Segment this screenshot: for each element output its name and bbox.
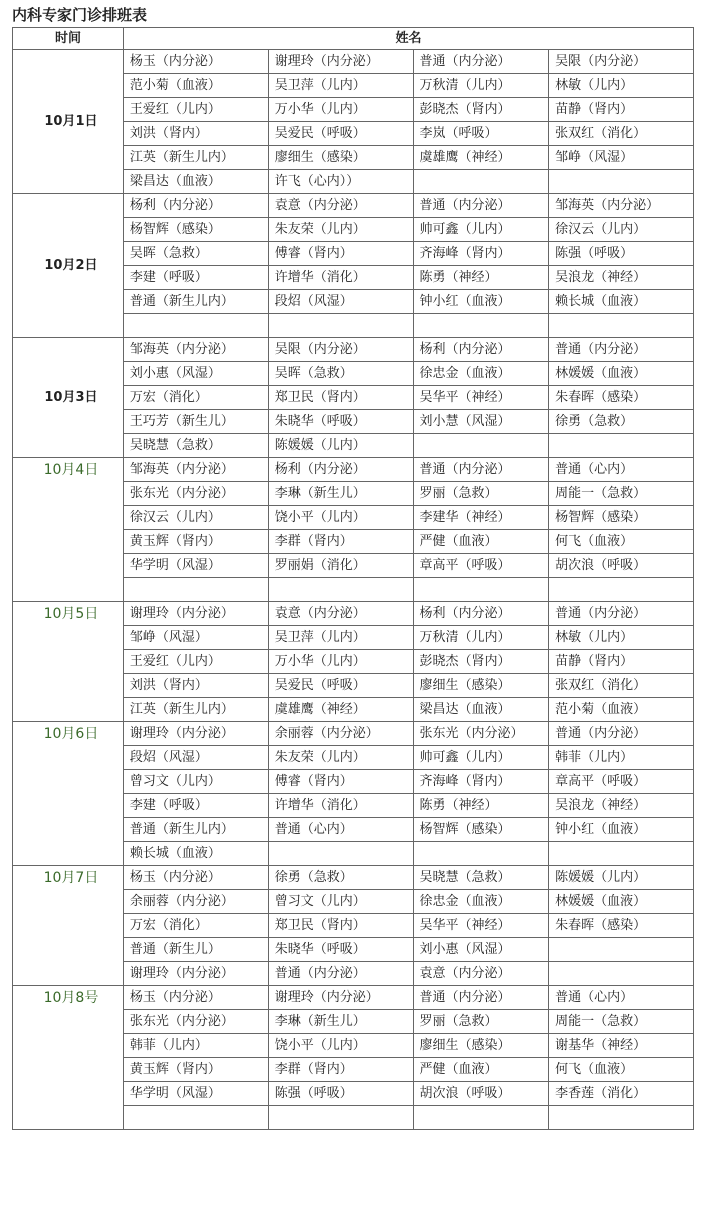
doctor-cell: 陈强（呼吸） bbox=[268, 1082, 413, 1106]
doctor-cell bbox=[549, 962, 694, 986]
doctor-cell: 刘小慧（风湿） bbox=[413, 410, 549, 434]
doctor-cell: 王爱红（儿内） bbox=[123, 650, 268, 674]
doctor-cell bbox=[413, 1106, 549, 1130]
doctor-cell: 张东光（内分泌） bbox=[123, 482, 268, 506]
doctor-cell bbox=[549, 1106, 694, 1130]
doctor-cell: 刘小惠（风湿） bbox=[123, 362, 268, 386]
doctor-cell: 韩菲（儿内） bbox=[549, 746, 694, 770]
doctor-cell: 彭晓杰（肾内） bbox=[413, 98, 549, 122]
date-cell: 10月4日 bbox=[13, 458, 124, 602]
doctor-cell: 王巧芳（新生儿） bbox=[123, 410, 268, 434]
doctor-cell: 傅睿（肾内） bbox=[268, 242, 413, 266]
doctor-cell: 李琳（新生儿） bbox=[268, 482, 413, 506]
doctor-cell: 华学明（风湿） bbox=[123, 1082, 268, 1106]
doctor-cell: 普通（心内） bbox=[549, 986, 694, 1010]
schedule-row bbox=[13, 194, 694, 218]
doctor-cell: 谢理玲（内分泌） bbox=[123, 722, 268, 746]
doctor-cell: 吴限（内分泌） bbox=[549, 50, 694, 74]
doctor-cell: 严健（血液） bbox=[413, 1058, 549, 1082]
doctor-cell: 梁昌达（血液） bbox=[413, 698, 549, 722]
doctor-cell: 杨玉（内分泌） bbox=[123, 50, 268, 74]
doctor-cell: 段炤（风湿） bbox=[123, 746, 268, 770]
doctor-cell: 廖细生（感染） bbox=[413, 1034, 549, 1058]
doctor-cell: 万秋清（儿内） bbox=[413, 74, 549, 98]
name-header: 姓名 bbox=[123, 28, 693, 50]
doctor-cell: 范小菊（血液） bbox=[123, 74, 268, 98]
doctor-cell: 邹海英（内分泌） bbox=[123, 458, 268, 482]
doctor-cell bbox=[413, 578, 549, 602]
doctor-cell: 陈媛媛（儿内） bbox=[549, 866, 694, 890]
doctor-cell: 胡次浪（呼吸） bbox=[413, 1082, 549, 1106]
doctor-cell bbox=[549, 434, 694, 458]
doctor-cell: 帅可鑫（儿内） bbox=[413, 218, 549, 242]
doctor-cell: 廖细生（感染） bbox=[413, 674, 549, 698]
doctor-cell: 邹海英（内分泌） bbox=[549, 194, 694, 218]
doctor-cell: 钟小红（血液） bbox=[413, 290, 549, 314]
doctor-cell: 严健（血液） bbox=[413, 530, 549, 554]
date-cell: 10月7日 bbox=[13, 866, 124, 986]
doctor-cell bbox=[123, 314, 268, 338]
doctor-cell: 李建（呼吸） bbox=[123, 794, 268, 818]
doctor-cell: 杨智辉（感染） bbox=[413, 818, 549, 842]
doctor-cell: 吴爱民（呼吸） bbox=[268, 122, 413, 146]
doctor-cell: 饶小平（儿内） bbox=[268, 1034, 413, 1058]
doctor-cell: 袁意（内分泌） bbox=[268, 194, 413, 218]
doctor-cell: 邹峥（风湿） bbox=[549, 146, 694, 170]
doctor-cell: 周能一（急救） bbox=[549, 482, 694, 506]
schedule-body bbox=[13, 50, 694, 1130]
doctor-cell: 帅可鑫（儿内） bbox=[413, 746, 549, 770]
doctor-cell: 林媛媛（血液） bbox=[549, 890, 694, 914]
doctor-cell bbox=[413, 434, 549, 458]
schedule-row bbox=[13, 338, 694, 362]
doctor-cell: 徐汉云（儿内） bbox=[123, 506, 268, 530]
doctor-cell: 章高平（呼吸） bbox=[549, 770, 694, 794]
schedule-row bbox=[13, 986, 694, 1010]
doctor-cell: 袁意（内分泌） bbox=[413, 962, 549, 986]
doctor-cell: 段炤（风湿） bbox=[268, 290, 413, 314]
doctor-cell: 陈媛媛（儿内） bbox=[268, 434, 413, 458]
doctor-cell: 何飞（血液） bbox=[549, 530, 694, 554]
doctor-cell bbox=[549, 170, 694, 194]
doctor-cell: 普通（内分泌） bbox=[268, 962, 413, 986]
doctor-cell: 虞雄鹰（神经） bbox=[268, 698, 413, 722]
doctor-cell: 江英（新生儿内） bbox=[123, 698, 268, 722]
doctor-cell: 杨利（内分泌） bbox=[268, 458, 413, 482]
doctor-cell: 许增华（消化） bbox=[268, 266, 413, 290]
doctor-cell: 李群（肾内） bbox=[268, 1058, 413, 1082]
doctor-cell: 杨利（内分泌） bbox=[123, 194, 268, 218]
doctor-cell: 袁意（内分泌） bbox=[268, 602, 413, 626]
doctor-cell: 周能一（急救） bbox=[549, 1010, 694, 1034]
doctor-cell bbox=[549, 938, 694, 962]
doctor-cell bbox=[413, 170, 549, 194]
doctor-cell: 普通（内分泌） bbox=[549, 602, 694, 626]
doctor-cell: 李建（呼吸） bbox=[123, 266, 268, 290]
time-header: 时间 bbox=[13, 28, 124, 50]
doctor-cell: 杨智辉（感染） bbox=[123, 218, 268, 242]
doctor-cell: 吴卫萍（儿内） bbox=[268, 74, 413, 98]
doctor-cell: 廖细生（感染） bbox=[268, 146, 413, 170]
doctor-cell: 吴晖（急救） bbox=[123, 242, 268, 266]
doctor-cell: 余丽蓉（内分泌） bbox=[123, 890, 268, 914]
doctor-cell: 苗静（肾内） bbox=[549, 98, 694, 122]
doctor-cell: 朱晓华（呼吸） bbox=[268, 938, 413, 962]
doctor-cell: 朱春晖（感染） bbox=[549, 914, 694, 938]
doctor-cell: 韩菲（儿内） bbox=[123, 1034, 268, 1058]
doctor-cell: 林敏（儿内） bbox=[549, 626, 694, 650]
doctor-cell: 陈勇（神经） bbox=[413, 266, 549, 290]
doctor-cell: 吴爱民（呼吸） bbox=[268, 674, 413, 698]
doctor-cell: 杨玉（内分泌） bbox=[123, 986, 268, 1010]
doctor-cell: 华学明（风湿） bbox=[123, 554, 268, 578]
doctor-cell: 吴浪龙（神经） bbox=[549, 266, 694, 290]
doctor-cell: 刘洪（肾内） bbox=[123, 674, 268, 698]
doctor-cell: 郑卫民（肾内） bbox=[268, 914, 413, 938]
doctor-cell: 吴晖（急救） bbox=[268, 362, 413, 386]
doctor-cell: 彭晓杰（肾内） bbox=[413, 650, 549, 674]
doctor-cell bbox=[413, 314, 549, 338]
schedule-row bbox=[13, 602, 694, 626]
date-cell: 10月8号 bbox=[13, 986, 124, 1130]
doctor-cell bbox=[413, 842, 549, 866]
date-cell: 10月1日 bbox=[13, 50, 124, 194]
doctor-cell: 普通（内分泌） bbox=[549, 338, 694, 362]
doctor-cell: 徐勇（急救） bbox=[268, 866, 413, 890]
doctor-cell: 李香莲（消化） bbox=[549, 1082, 694, 1106]
doctor-cell: 许飞（心内）） bbox=[268, 170, 413, 194]
doctor-cell: 邹峥（风湿） bbox=[123, 626, 268, 650]
doctor-cell: 徐忠金（血液） bbox=[413, 890, 549, 914]
schedule-row bbox=[13, 50, 694, 74]
schedule-table bbox=[12, 27, 694, 1130]
doctor-cell: 朱晓华（呼吸） bbox=[268, 410, 413, 434]
doctor-cell: 吴卫萍（儿内） bbox=[268, 626, 413, 650]
doctor-cell bbox=[268, 578, 413, 602]
doctor-cell: 王爱红（儿内） bbox=[123, 98, 268, 122]
doctor-cell: 普通（内分泌） bbox=[413, 986, 549, 1010]
doctor-cell: 傅睿（肾内） bbox=[268, 770, 413, 794]
doctor-cell: 陈勇（神经） bbox=[413, 794, 549, 818]
doctor-cell: 徐汉云（儿内） bbox=[549, 218, 694, 242]
date-cell: 10月6日 bbox=[13, 722, 124, 866]
doctor-cell: 郑卫民（肾内） bbox=[268, 386, 413, 410]
doctor-cell: 李岚（呼吸） bbox=[413, 122, 549, 146]
doctor-cell: 苗静（肾内） bbox=[549, 650, 694, 674]
doctor-cell: 谢理玲（内分泌） bbox=[268, 986, 413, 1010]
doctor-cell: 张东光（内分泌） bbox=[123, 1010, 268, 1034]
doctor-cell: 赖长城（血液） bbox=[123, 842, 268, 866]
doctor-cell: 李琳（新生儿） bbox=[268, 1010, 413, 1034]
doctor-cell: 谢理玲（内分泌） bbox=[123, 962, 268, 986]
doctor-cell: 万小华（儿内） bbox=[268, 650, 413, 674]
doctor-cell: 吴限（内分泌） bbox=[268, 338, 413, 362]
doctor-cell: 刘洪（肾内） bbox=[123, 122, 268, 146]
doctor-cell bbox=[268, 314, 413, 338]
doctor-cell: 谢理玲（内分泌） bbox=[268, 50, 413, 74]
doctor-cell bbox=[549, 314, 694, 338]
doctor-cell: 黄玉辉（肾内） bbox=[123, 1058, 268, 1082]
doctor-cell: 邹海英（内分泌） bbox=[123, 338, 268, 362]
doctor-cell: 虞雄鹰（神经） bbox=[413, 146, 549, 170]
doctor-cell: 谢基华（神经） bbox=[549, 1034, 694, 1058]
doctor-cell: 杨利（内分泌） bbox=[413, 338, 549, 362]
doctor-cell: 万宏（消化） bbox=[123, 386, 268, 410]
doctor-cell: 吴华平（神经） bbox=[413, 386, 549, 410]
date-cell: 10月5日 bbox=[13, 602, 124, 722]
doctor-cell: 普通（内分泌） bbox=[413, 50, 549, 74]
doctor-cell: 赖长城（血液） bbox=[549, 290, 694, 314]
doctor-cell: 齐海峰（肾内） bbox=[413, 242, 549, 266]
schedule-row bbox=[13, 866, 694, 890]
doctor-cell: 饶小平（儿内） bbox=[268, 506, 413, 530]
header-row bbox=[13, 28, 694, 50]
doctor-cell: 朱友荣（儿内） bbox=[268, 218, 413, 242]
doctor-cell: 普通（心内） bbox=[549, 458, 694, 482]
doctor-cell: 吴浪龙（神经） bbox=[549, 794, 694, 818]
doctor-cell bbox=[549, 842, 694, 866]
doctor-cell: 齐海峰（肾内） bbox=[413, 770, 549, 794]
doctor-cell: 李建华（神经） bbox=[413, 506, 549, 530]
doctor-cell: 罗丽（急救） bbox=[413, 482, 549, 506]
date-cell: 10月3日 bbox=[13, 338, 124, 458]
doctor-cell bbox=[268, 842, 413, 866]
doctor-cell: 普通（内分泌） bbox=[413, 458, 549, 482]
page-title: 内科专家门诊排班表 bbox=[12, 6, 148, 24]
doctor-cell: 罗丽（急救） bbox=[413, 1010, 549, 1034]
doctor-cell: 陈强（呼吸） bbox=[549, 242, 694, 266]
doctor-cell bbox=[549, 578, 694, 602]
doctor-cell: 吴晓慧（急救） bbox=[413, 866, 549, 890]
doctor-cell: 吴晓慧（急救） bbox=[123, 434, 268, 458]
doctor-cell: 黄玉辉（肾内） bbox=[123, 530, 268, 554]
doctor-cell: 梁昌达（血液） bbox=[123, 170, 268, 194]
doctor-cell: 吴华平（神经） bbox=[413, 914, 549, 938]
doctor-cell: 许增华（消化） bbox=[268, 794, 413, 818]
doctor-cell: 刘小惠（风湿） bbox=[413, 938, 549, 962]
doctor-cell: 万秋清（儿内） bbox=[413, 626, 549, 650]
doctor-cell: 普通（新生儿内） bbox=[123, 290, 268, 314]
doctor-cell: 胡次浪（呼吸） bbox=[549, 554, 694, 578]
doctor-cell: 万宏（消化） bbox=[123, 914, 268, 938]
doctor-cell bbox=[123, 1106, 268, 1130]
doctor-cell bbox=[268, 1106, 413, 1130]
doctor-cell: 江英（新生儿内） bbox=[123, 146, 268, 170]
doctor-cell: 章高平（呼吸） bbox=[413, 554, 549, 578]
doctor-cell: 张双红（消化） bbox=[549, 122, 694, 146]
doctor-cell: 朱友荣（儿内） bbox=[268, 746, 413, 770]
doctor-cell: 普通（心内） bbox=[268, 818, 413, 842]
doctor-cell: 曾习文（儿内） bbox=[123, 770, 268, 794]
doctor-cell: 余丽蓉（内分泌） bbox=[268, 722, 413, 746]
doctor-cell: 林媛媛（血液） bbox=[549, 362, 694, 386]
doctor-cell: 张双红（消化） bbox=[549, 674, 694, 698]
doctor-cell: 杨利（内分泌） bbox=[413, 602, 549, 626]
doctor-cell: 杨玉（内分泌） bbox=[123, 866, 268, 890]
doctor-cell: 普通（新生儿） bbox=[123, 938, 268, 962]
date-cell: 10月2日 bbox=[13, 194, 124, 338]
doctor-cell: 杨智辉（感染） bbox=[549, 506, 694, 530]
doctor-cell: 张东光（内分泌） bbox=[413, 722, 549, 746]
schedule-row bbox=[13, 722, 694, 746]
doctor-cell: 普通（内分泌） bbox=[549, 722, 694, 746]
doctor-cell: 李群（肾内） bbox=[268, 530, 413, 554]
doctor-cell: 罗丽娟（消化） bbox=[268, 554, 413, 578]
doctor-cell: 钟小红（血液） bbox=[549, 818, 694, 842]
doctor-cell: 范小菊（血液） bbox=[549, 698, 694, 722]
doctor-cell bbox=[123, 578, 268, 602]
doctor-cell: 普通（内分泌） bbox=[413, 194, 549, 218]
doctor-cell: 万小华（儿内） bbox=[268, 98, 413, 122]
doctor-cell: 谢理玲（内分泌） bbox=[123, 602, 268, 626]
doctor-cell: 徐忠金（血液） bbox=[413, 362, 549, 386]
doctor-cell: 普通（新生儿内） bbox=[123, 818, 268, 842]
schedule-row bbox=[13, 458, 694, 482]
doctor-cell: 曾习文（儿内） bbox=[268, 890, 413, 914]
doctor-cell: 徐勇（急救） bbox=[549, 410, 694, 434]
doctor-cell: 何飞（血液） bbox=[549, 1058, 694, 1082]
doctor-cell: 朱春晖（感染） bbox=[549, 386, 694, 410]
doctor-cell: 林敏（儿内） bbox=[549, 74, 694, 98]
